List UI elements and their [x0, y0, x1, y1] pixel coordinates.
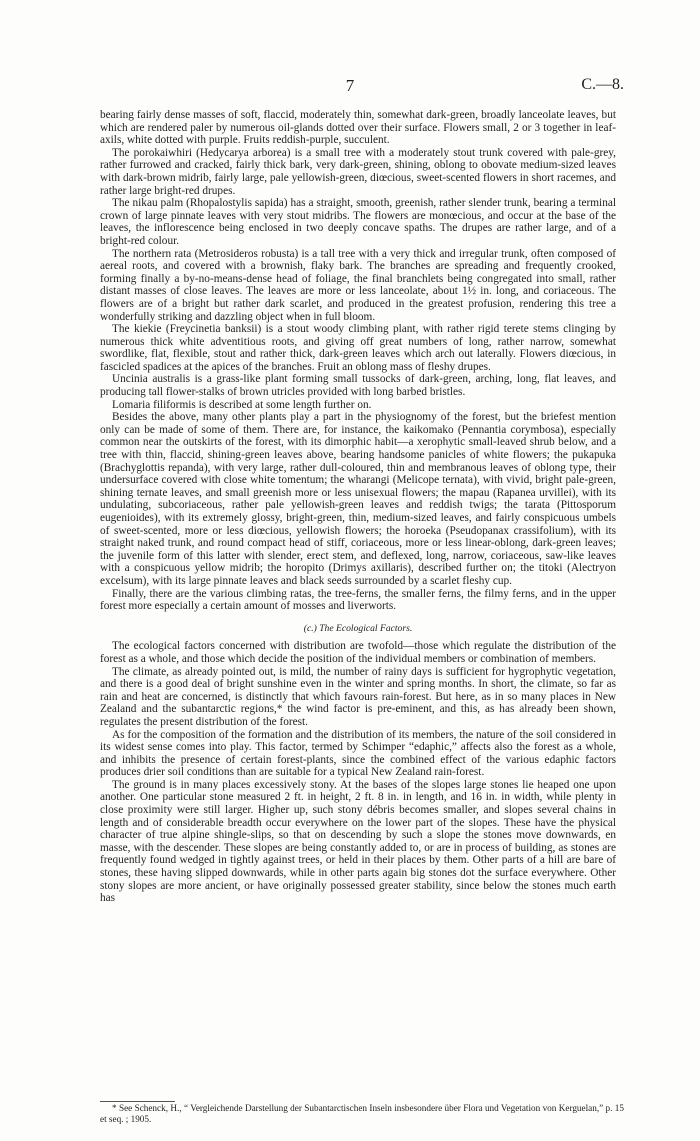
paragraph: The nikau palm (Rhopalostylis sapida) has a straight, smooth, greenish, rather slender trunk, bearing a terminal crown of large pinnate leaves with very stout midribs. The flowers are monœcious, and occur at the base of the leaves, the inflorescence being enclosed in two deeply concave spaths. The drupes are rather large, and of a bright-red colour. — [100, 197, 616, 247]
paragraph: The ecological factors concerned with distribution are twofold—those which regulate the distribution of the forest as a whole, and those which decide the position of the individual members or combination of members. — [100, 640, 616, 665]
paragraph: The northern rata (Metrosideros robusta) is a tall tree with a very thick and irregular trunk, often composed of aereal roots, and covered with a brownish, flaky bark. The branches are spreading and frequently crooked, forming finally a by-no-means-dense head of foliage, the final branchlets being congregated into small, rather distant masses of close leaves. The leaves are more or less lanceolate, about 1½ in. long, and coriaceous. The flowers are of a bright but rather dark scarlet, and produced in the greatest profusion, rendering this tree a wonderfully striking and dazzling object when in full bloom. — [100, 247, 616, 323]
document-code: C.—8. — [581, 76, 624, 93]
paragraph: As for the composition of the formation and the distribution of its members, the nature of the soil considered in its widest sense comes into play. This factor, termed by Schimper “edaphic,” affects also the forest as a whole, and inhibits the presence of certain forest-plants, since the combined effect of the various edaphic factors produces drier soil conditions than are suitable for a typical New Zealand rain-forest. — [100, 728, 616, 779]
paragraph: Lomaria filiformis is described at some length further on. — [112, 398, 372, 411]
footnote: * See Schenck, H., “ Vergleichende Darstellung der Subantarctischen Inseln insbesondere über Flora und Vegetation von Kerguelan,” p. 15 et seq. ; 1905. — [100, 1103, 624, 1124]
body-text — [100, 109, 616, 905]
footnote-block — [100, 1103, 624, 1125]
paragraph: The kiekie (Freycinetia banksii) is a stout woody climbing plant, with rather rigid terete stems clinging by numerous thick white adventitious roots, and giving off great numbers of long, rather narrow, somewhat swordlike, flat, flexible, stout and rather thick, dark-green leaves which arch out laterally. Flowers diœcious, in fascicled spadices at the apices of the branches. Fruit an oblong mass of fleshy drupes. — [100, 323, 616, 373]
footnote-rule — [100, 1101, 175, 1102]
paragraph: The ground is in many places excessively stony. At the bases of the slopes large stones lie heaped one upon another. One particular stone measured 2 ft. in height, 2 ft. 8 in. in length, and 16 in. in width, while plenty in close proximity were still larger. Higher up, such stony débris becomes smaller, and slopes several chains in length and of considerable breadth occur everywhere on the lower part of the slopes. These have the physical character of true alpine shingle-slips, so that on descending by such a slope the stones move downwards, en masse, with the descender. These slopes are being constantly added to, or are in process of building, as stones are frequently found wedged in tightly against trees, or held in their places by them. Other parts of a hill are bare of stones, these having slipped downwards, while in other parts again big stones dot the surface everywhere. Other stony slopes are more ancient, or have originally possessed greater stability, since below the stones much earth has — [100, 778, 616, 905]
paragraph: Besides the above, many other plants play a part in the physiognomy of the forest, but the briefest mention only can be made of some of them. There are, for instance, the kaikomako (Pennantia corymbosa), especially common near the outskirts of the forest, with its dimorphic habit—a xerophytic small-leaved shrub below, and a tree with thin, flaccid, shining-green leaves above, bearing handsome panicles of white flowers; the pukapuka (Brachyglottis repanda), with very large, rather dull-coloured, thin and membranous leaves of oblong type, their undersurface covered with close white tomentum; the wharangi (Melicope ternata), with vivid, bright pale-green, shining ternate leaves, and small greenish more or less unisexual flowers; the mapau (Rapanea urvillei), with its undulating, subcoriaceous, rather pale yellowish-green leaves and reddish twigs; the tarata (Pittosporum eugenioides), with its extremely glossy, bright-green, thin, medium-sized leaves, and fairly conspicuous umbels of sweet-scented, more or less diœcious, yellowish flowers; the horoeka (Pseudopanax crassifolium), with its straight naked trunk, and round compact head of stiff, coriaceous, more or less linear-oblong, dark-green leaves; the juvenile form of this latter with slender, erect stem, and deflexed, long, narrow, coriaceous, saw-like leaves with a conspicuous yellow midrib; the horopito (Drimys axillaris), described further on; the titoki (Alectryon excelsum), with its large pinnate leaves and black seeds surrounded by a scarlet fleshy cup. — [100, 411, 616, 587]
paragraph: bearing fairly dense masses of soft, flaccid, moderately thin, somewhat dark-green, broadly lanceolate leaves, but which are rendered paler by numerous oil-glands dotted over their surface. Flowers small, 2 or 3 together in leaf-axils, white dotted with purple. Fruits reddish-purple, succulent. — [100, 109, 616, 147]
section-heading: (c.) The Ecological Factors. — [303, 622, 413, 634]
paragraph: The porokaiwhiri (Hedycarya arborea) is a small tree with a moderately stout trunk covered with pale-grey, rather furrowed and cracked, fairly thick bark, very dark-green, shining, oblong to obovate medium-sized leaves with dark-brown midrib, fairly large, pale yellowish-green, diœcious, sweet-scented flowers in short racemes, and rather large bright-red drupes. — [100, 146, 616, 197]
paragraph: Uncinia australis is a grass-like plant forming small tussocks of dark-green, arching, long, flat leaves, and producing tall flower-stalks of brown utricles provided with long barbed bristles. — [100, 373, 616, 399]
paragraph: The climate, as already pointed out, is mild, the number of rainy days is sufficient for hygrophytic vegetation, and there is a good deal of bright sunshine even in the winter and spring months. In short, the climate, so far as rain and heat are concerned, is distinctly that which favours rain-forest. But here, as in so many places in New Zealand and the subantarctic regions,* the wind factor is pre-eminent, and this, as has already been shown, regulates the present distribution of the forest. — [100, 665, 616, 728]
paragraph: Finally, there are the various climbing ratas, the tree-ferns, the smaller ferns, the filmy ferns, and in the upper forest more especially a certain amount of mosses and liverworts. — [100, 587, 616, 613]
page-number: 7 — [345, 76, 355, 95]
